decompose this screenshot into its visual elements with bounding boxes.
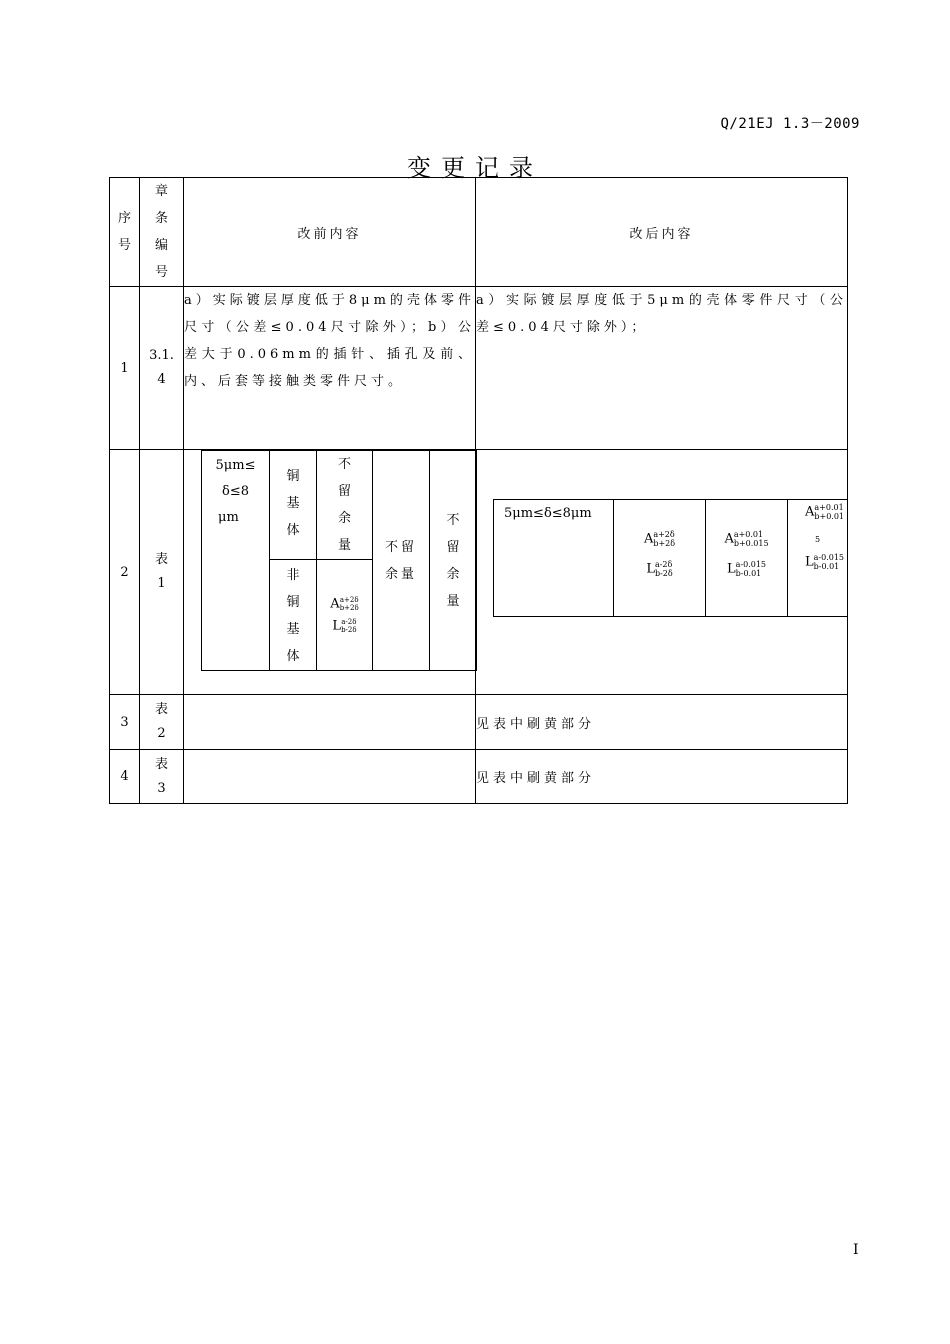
document-number: Q/21EJ 1.3－2009 bbox=[720, 116, 860, 132]
symbol-sup: a-2δ bbox=[654, 559, 673, 569]
range-line: μm bbox=[218, 510, 239, 525]
row-after-text: a）实际镀层厚度低于5μm的壳体零件尺寸（公差≤0.04尺寸除外）； bbox=[476, 287, 848, 450]
cell-char: 量 bbox=[337, 538, 351, 553]
cell-char: 体 bbox=[286, 649, 300, 664]
after-symbol-cell-3 bbox=[788, 500, 848, 617]
symbol-sup: a-0.015 bbox=[813, 552, 844, 562]
tolerance-symbol-l bbox=[727, 560, 766, 578]
tolerance-symbol-a bbox=[330, 596, 358, 612]
tolerance-symbol-a bbox=[644, 530, 675, 548]
symbol-sup: a+0.01 bbox=[733, 529, 764, 539]
header-seq bbox=[110, 178, 140, 287]
symbol-continuation: 5 bbox=[814, 535, 821, 544]
symbol-sub: b-0.01 bbox=[735, 568, 762, 578]
cell-char: 基 bbox=[286, 622, 300, 637]
change-record-table bbox=[109, 177, 848, 804]
cell-char: 留 bbox=[446, 539, 460, 555]
symbol-base: L bbox=[804, 554, 814, 569]
row-section-line: 3 bbox=[157, 780, 166, 796]
row-section bbox=[140, 750, 184, 804]
table-row bbox=[110, 450, 848, 695]
row-section bbox=[140, 287, 184, 450]
tolerance-symbol-cell bbox=[317, 560, 373, 671]
symbol-base: A bbox=[804, 504, 815, 519]
no-allowance-cell bbox=[430, 451, 477, 671]
row-section-line: 1 bbox=[157, 576, 166, 591]
after-range-cell: 5μm≤δ≤8μm bbox=[494, 500, 614, 617]
row-before-table-cell bbox=[184, 450, 476, 695]
cell-char: 基 bbox=[286, 496, 300, 511]
row-seq: 2 bbox=[110, 450, 140, 695]
row-section-line: 表 bbox=[154, 756, 168, 772]
table-header-row bbox=[110, 178, 848, 287]
before-tolerance-table bbox=[201, 450, 477, 671]
header-seq-char: 序 bbox=[117, 211, 131, 226]
no-allowance-cell bbox=[373, 451, 430, 671]
symbol-base: L bbox=[332, 618, 342, 633]
tolerance-symbol-a bbox=[724, 530, 768, 548]
range-line: 5μm≤ bbox=[215, 458, 256, 473]
cell-char: 不留 bbox=[384, 539, 417, 555]
table-row bbox=[110, 750, 848, 804]
page-number: I bbox=[853, 1242, 859, 1258]
header-section-char: 号 bbox=[154, 265, 168, 280]
table-row bbox=[110, 695, 848, 750]
tolerance-symbol-l bbox=[332, 618, 356, 634]
symbol-base: A bbox=[643, 531, 654, 546]
symbol-sub: b-0.01 bbox=[813, 561, 840, 571]
symbol-sup: a+0.01 bbox=[814, 502, 844, 512]
tolerance-symbol-l bbox=[791, 553, 844, 571]
table-row bbox=[110, 287, 848, 450]
cell-char: 余量 bbox=[384, 566, 417, 582]
row-before-empty bbox=[184, 750, 476, 804]
cell-char: 余 bbox=[337, 511, 351, 526]
before-range-cell bbox=[202, 451, 270, 671]
row-seq: 3 bbox=[110, 695, 140, 750]
after-tolerance-table bbox=[493, 499, 848, 617]
row-after-text: 见表中刷黄部分 bbox=[476, 750, 848, 804]
after-symbol-cell-1 bbox=[614, 500, 706, 617]
row-seq: 1 bbox=[110, 287, 140, 450]
cell-char: 量 bbox=[446, 593, 460, 609]
cell-char: 余 bbox=[446, 566, 460, 582]
row-section-line: 表 bbox=[154, 552, 168, 567]
page-title: 变更记录 bbox=[407, 154, 543, 182]
row-after-text: 见表中刷黄部分 bbox=[476, 695, 848, 750]
row-before-empty bbox=[184, 695, 476, 750]
symbol-base: A bbox=[330, 596, 340, 611]
row-section-line: 3.1. bbox=[149, 348, 174, 363]
range-line: δ≤8 bbox=[222, 484, 249, 499]
symbol-base: A bbox=[724, 531, 734, 546]
row-seq: 4 bbox=[110, 750, 140, 804]
symbol-sup: a-0.015 bbox=[735, 559, 766, 569]
row-after-table-cell bbox=[476, 450, 848, 695]
header-after: 改后内容 bbox=[476, 178, 848, 287]
header-seq-char: 号 bbox=[117, 238, 131, 253]
row-section-line: 2 bbox=[157, 726, 166, 741]
row-before-text: a）实际镀层厚度低于8μm的壳体零件尺寸（公差≤0.04尺寸除外）；b）公差大于0.06mm的插针、插孔及前、内、后套等接触类零件尺寸。 bbox=[184, 287, 476, 450]
cell-char: 非 bbox=[286, 568, 300, 583]
row-section-line: 4 bbox=[157, 372, 166, 387]
symbol-sub: b-2δ bbox=[654, 568, 673, 578]
header-section bbox=[140, 178, 184, 287]
symbol-sub: b+2δ bbox=[339, 603, 359, 612]
row-section-line: 表 bbox=[154, 702, 168, 717]
cell-char: 不 bbox=[446, 512, 460, 528]
no-allowance-cell bbox=[317, 451, 373, 560]
header-section-char: 条 bbox=[154, 211, 168, 226]
symbol-base: L bbox=[646, 561, 655, 576]
row-section bbox=[140, 695, 184, 750]
tolerance-symbol-a bbox=[791, 503, 844, 521]
header-section-char: 章 bbox=[154, 184, 168, 199]
symbol-base: L bbox=[726, 561, 736, 576]
cell-char: 不 bbox=[337, 457, 351, 472]
non-copper-base-cell bbox=[270, 560, 317, 671]
header-before: 改前内容 bbox=[184, 178, 476, 287]
after-symbol-cell-2 bbox=[706, 500, 788, 617]
symbol-sub: b+2δ bbox=[653, 538, 676, 548]
symbol-sub: b+0.01 bbox=[814, 511, 845, 521]
copper-base-cell bbox=[270, 451, 317, 560]
symbol-sup: a+2δ bbox=[653, 529, 675, 539]
row-section bbox=[140, 450, 184, 695]
symbol-sub: b+0.015 bbox=[733, 538, 769, 548]
symbol-sub: b-2δ bbox=[341, 625, 357, 634]
cell-char: 留 bbox=[337, 484, 351, 499]
symbol-sup: a-2δ bbox=[341, 617, 357, 626]
cell-char: 铜 bbox=[286, 595, 300, 610]
symbol-sup: a+2δ bbox=[339, 595, 359, 604]
tolerance-symbol-l bbox=[646, 560, 672, 578]
cell-char: 体 bbox=[286, 523, 300, 538]
cell-char: 铜 bbox=[286, 469, 300, 484]
header-section-char: 编 bbox=[154, 238, 168, 253]
